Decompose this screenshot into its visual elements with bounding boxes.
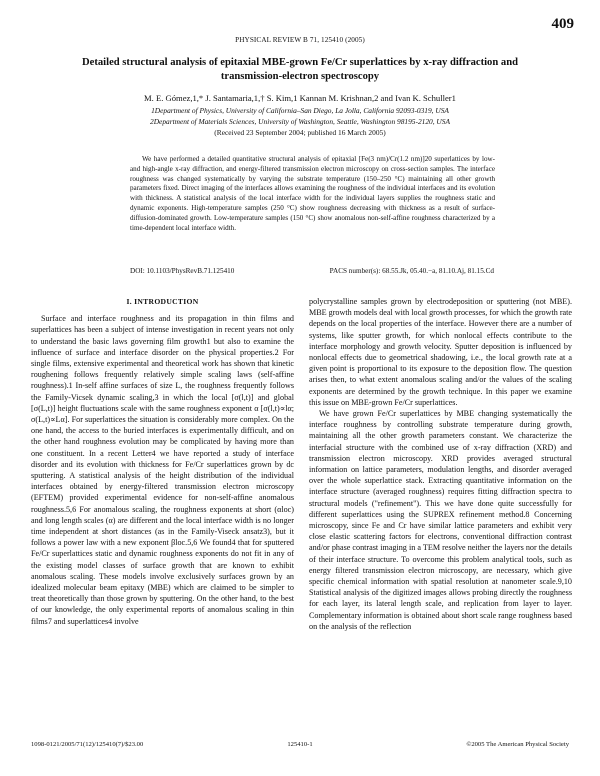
received-dates: (Received 23 September 2004; published 16 March 2005)	[214, 128, 386, 137]
footer-code: 1098-0121/2005/71(12)/125410(7)/$23.00	[31, 741, 144, 748]
abstract: We have performed a detailed quantitative structural analysis of epitaxial [Fe(3 nm)/Cr(1.2 nm)]20 superlattices by low- and high-angle x-ray diffraction, and energy-filtered transmission electron microscopy on cross-section samples. The interface roughness was changed systematically by varying the substrate temperature (150–250 °C) maintaining all other growth parameters fixed. Direct imaging of the interfaces allows examining the roughness of the individual interfaces and its evolution with thickness. A statistical analysis of the local interface width for the individual layers supplies the roughness static and dynamic exponents. High-temperature samples (250 °C) show roughness decreasing with thickness as a result of surface-diffusion-dominated growth. Low-temperature samples (150 °C) show anomalous non-self-affine roughness characterized by a time-dependent local interface width.	[130, 155, 495, 232]
affiliation-2: 2Department of Materials Sciences, University of Washington, Seattle, Washington 98195-2120, USA	[150, 117, 450, 126]
affiliation-1: 1Department of Physics, University of California–San Diego, La Jolla, California 92093-0319, USA	[151, 106, 449, 115]
footer-page-id: 125410-1	[287, 741, 313, 748]
paragraph: We have grown Fe/Cr superlattices by MBE changing systematically the interface roughness by controlling substrate temperature during growth, maintaining all the other growth parameters constant. We characterize the interfacial structure with the combined use of x-ray diffraction (XRD) and transmission electron microscopy. XRD provides averaged structural information on lattice parameters, modulation lengths, and disorder averaged over the whole superlattice stack. Extracting quantitative information on the interface structure (averaged roughness) requires fitting diffraction spectra to structural models ("refinement"). This we have done quite successfully for different superlattices using the SUPREX refinement method.8 Concerning microscopy, since Fe and Cr have similar lattice parameters and exhibit very close elastic scattering factors for electrons, conventional diffraction contrast and/or phase contrast imaging in a TEM resolve neither the layers nor the details of their interface structure. To overcome this problem analytical tools, such as energy filtered transmission electron microscopy, are necessary, which give specific chemical information with spatial resolution at nanometer scale.9,10 Statistical analysis of the digitized images allows probing directly the roughness for each layer, its lateral length scale, and replication from layer to layer. Complementary information is obtained about short scale range roughness based on the analysis of the reflection	[309, 409, 572, 631]
paragraph: polycrystalline samples grown by electrodeposition or sputtering (not MBE). MBE growth models deal with local growth processes, for which the growth rate depends on the local properties of the interface. However there are a number of systems, like sputter growth, for which nonlocal effects contribute to the interface morphology and growth velocity. Sputter deposition is influenced by nonlocal effects due to geometrical shadowing, i.e., the local growth rate at a given point is proportional to its exposure to the deposition flow. The question arises then, to what extent anomalous scaling and/or the values of the scaling exponents are determined by the growth technique. In this paper we examine this issue on MBE-grown Fe/Cr superlattices.	[309, 297, 572, 407]
journal-header: PHYSICAL REVIEW B 71, 125410 (2005)	[235, 36, 365, 44]
footer-copyright: ©2005 The American Physical Society	[466, 741, 569, 748]
right-column	[309, 296, 572, 632]
pacs-numbers: PACS number(s): 68.55.Jk, 05.40.−a, 81.10.Aj, 81.15.Cd	[329, 267, 494, 275]
paragraph: Surface and interface roughness and its propagation in thin films and superlattices has been a subject of intense investigation in recent years not only to understand the basic laws governing film growth1 but also to examine the influence of surface and interface disorder on the physical properties.2 For single films, extensive experimental and theoretical work has shown that kinetic roughening follows frequently relatively simple scaling laws (self-affine roughness).1 In-self affine surfaces of size L, the roughness frequently follows the Family-Vicsek dynamic scaling,3 in which the local [σ(l,t)] and global [σ(L,t)] height fluctuations scale with the same roughness exponent α [σ(l,t)∝lα; σ(L,t)∝Lα]. For superlattices the situation is considerably more complex. On the one hand, the access to the buried interfaces is experimentally difficult, and on the other hand roughness evolution may be complicated by having more than one constituent. In a recent Letter4 we have reported a study of interface disorder and its evolution with thickness for Fe/Cr superlattices grown by dc sputtering. A statistical analysis of the height distribution of the individual interfaces obtained by energy-filtered transmission electron microscopy (EFTEM) provided experimental evidence for non-self-affine anomalous roughness.5,6 For anomalous scaling, the roughness exponents at short (αloc) and long length scales (α) are different and the local interface width is no longer time independent at short distances (as in the Family-Viseck ansatz3), but it follows a power law with a new exponent βloc.5,6 We found4 that for sputtered Fe/Cr superlattices static and dynamic roughness exponents do not fit in any of the existing model classes of surface growth that are known to exhibit anomalous scaling. These models involve exclusively surfaces grown by an idealized molecular beam epitaxy (MBE) which are claimed to be simpler to treat theoretically than those grown by sputtering. On the other hand, to the best of our knowledge, the only experimental reports of anomalous scaling in thin films7 and superlattices4 involve	[31, 314, 294, 626]
left-column	[31, 296, 294, 627]
paper-title: Detailed structural analysis of epitaxial MBE-grown Fe/Cr superlattices by x-ray diffraction and transmission-electron spectroscopy	[82, 57, 518, 82]
section-heading: I. INTRODUCTION	[126, 297, 199, 306]
doi[interactable]: DOI: 10.1103/PhysRevB.71.125410	[130, 267, 235, 275]
author-list: M. E. Gómez,1,* J. Santamaria,1,† S. Kim,1 Kannan M. Krishnan,2 and Ivan K. Schuller1	[144, 93, 456, 103]
page-number: 409	[551, 16, 574, 32]
